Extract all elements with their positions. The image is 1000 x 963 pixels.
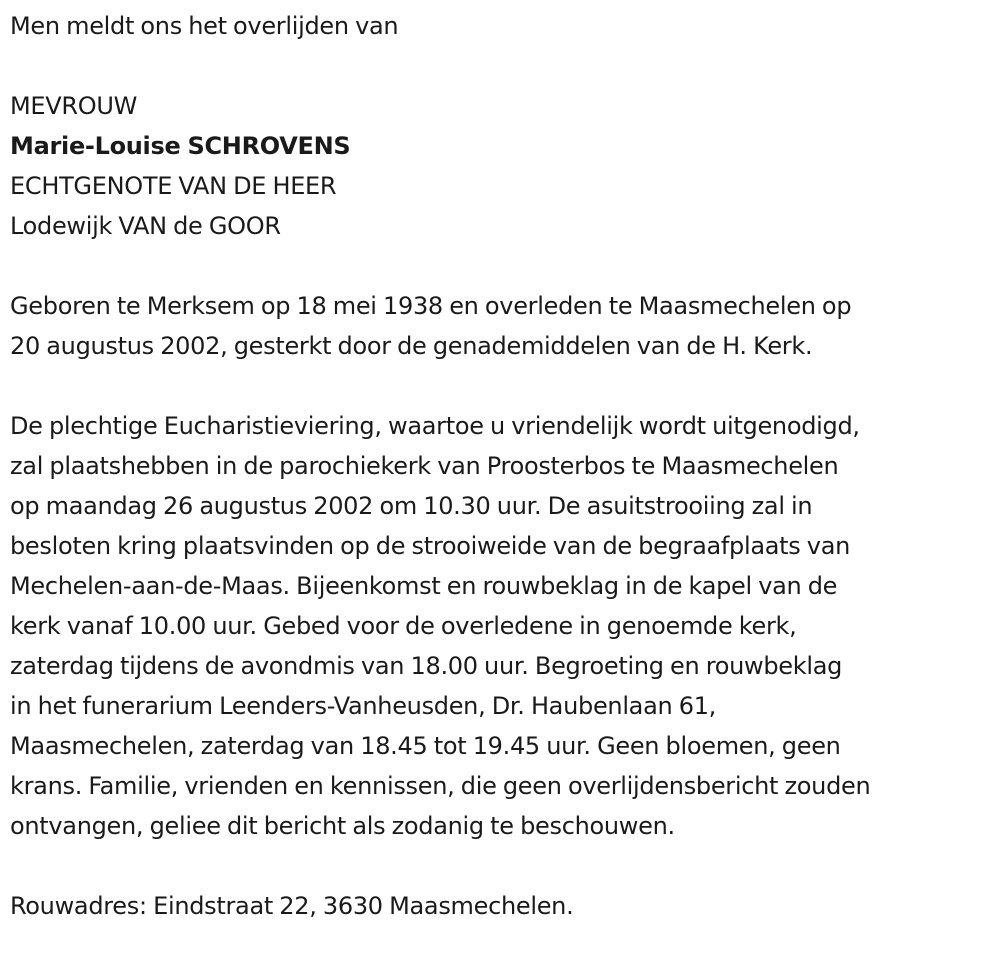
paragraph-line: Maasmechelen, zaterdag van 18.45 tot 19.45 uur. Geen bloemen, geen xyxy=(10,732,841,760)
intro-text: Men meldt ons het overlijden van xyxy=(10,12,399,40)
spouse-name: Lodewijk VAN de GOOR xyxy=(10,212,281,240)
paragraph-line: besloten kring plaatsvinden op de strooiweide van de begraafplaats van xyxy=(10,532,851,560)
death-notice xyxy=(10,6,995,926)
paragraph-line: 20 augustus 2002, gesterkt door de genademiddelen van de H. Kerk. xyxy=(10,332,813,360)
paragraph-line: De plechtige Eucharistieviering, waartoe u vriendelijk wordt uitgenodigd, xyxy=(10,412,860,440)
paragraph-line: zal plaatshebben in de parochiekerk van Proosterbos te Maasmechelen xyxy=(10,452,839,480)
paragraph-line: kerk vanaf 10.00 uur. Gebed voor de overledene in genoemde kerk, xyxy=(10,612,797,640)
deceased-name: Marie-Louise SCHROVENS xyxy=(10,132,351,160)
paragraph-line: zaterdag tijdens de avondmis van 18.00 uur. Begroeting en rouwbeklag xyxy=(10,652,843,680)
paragraph-line: op maandag 26 augustus 2002 om 10.30 uur. De asuitstrooiing zal in xyxy=(10,492,813,520)
paragraph-line: ontvangen, geliee dit bericht als zodanig te beschouwen. xyxy=(10,812,675,840)
ceremony-paragraph xyxy=(10,406,995,846)
mourning-address: Rouwadres: Eindstraat 22, 3630 Maasmechelen. xyxy=(10,892,574,920)
relation-text: ECHTGENOTE VAN DE HEER xyxy=(10,172,337,200)
birth-death-paragraph xyxy=(10,286,995,366)
honorific: MEVROUW xyxy=(10,92,138,120)
paragraph-line: Geboren te Merksem op 18 mei 1938 en overleden te Maasmechelen op xyxy=(10,292,852,320)
paragraph-line: in het funerarium Leenders-Vanheusden, Dr. Haubenlaan 61, xyxy=(10,692,717,720)
paragraph-line: krans. Familie, vrienden en kennissen, die geen overlijdensbericht zouden xyxy=(10,772,871,800)
paragraph-line: Mechelen-aan-de-Maas. Bijeenkomst en rouwbeklag in de kapel van de xyxy=(10,572,838,600)
